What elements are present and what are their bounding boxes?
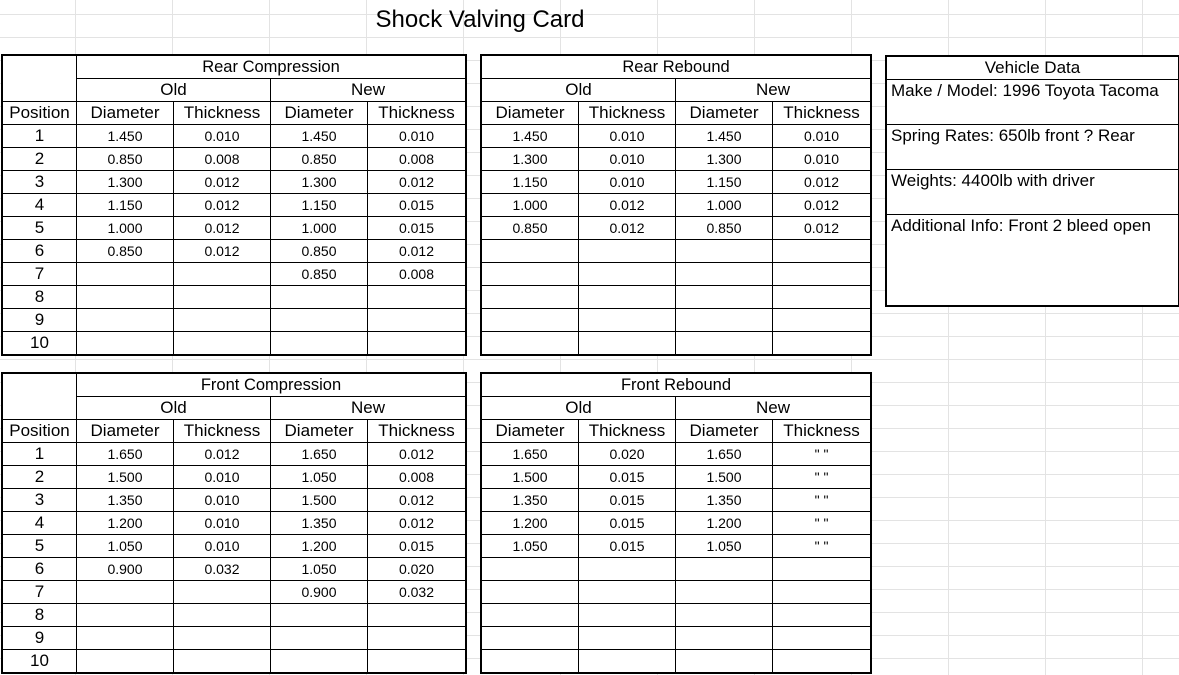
page-title: Shock Valving Card xyxy=(375,6,585,33)
old-thickness-cell: 0.020 xyxy=(579,443,676,466)
new-diameter-cell: 1.450 xyxy=(676,125,773,148)
new-diameter-header: Diameter xyxy=(271,102,368,125)
new-diameter-cell xyxy=(676,581,773,604)
table-row xyxy=(482,263,871,286)
new-thickness-cell: 0.008 xyxy=(368,148,466,171)
new-diameter-cell xyxy=(676,627,773,650)
old-thickness-cell xyxy=(174,650,271,673)
new-thickness-cell: 0.012 xyxy=(368,171,466,194)
old-thickness-cell: 0.015 xyxy=(579,466,676,489)
table-row xyxy=(482,443,871,466)
old-thickness-header: Thickness xyxy=(579,420,676,443)
old-thickness-cell xyxy=(579,309,676,332)
blank-cell xyxy=(3,397,77,420)
new-diameter-cell: 1.200 xyxy=(271,535,368,558)
vehicle-data-panel xyxy=(885,55,1179,307)
table-title: Rear Rebound xyxy=(482,56,871,79)
new-header: New xyxy=(271,397,466,420)
new-diameter-header: Diameter xyxy=(271,420,368,443)
new-thickness-cell: 0.008 xyxy=(368,263,466,286)
old-diameter-cell: 1.150 xyxy=(77,194,174,217)
new-thickness-header: Thickness xyxy=(773,420,871,443)
vehicle-additional-info: Additional Info: Front 2 bleed open xyxy=(891,216,1151,235)
old-thickness-cell xyxy=(174,581,271,604)
new-header: New xyxy=(676,397,871,420)
new-thickness-cell: 0.015 xyxy=(368,217,466,240)
table-row xyxy=(482,558,871,581)
new-diameter-cell xyxy=(676,604,773,627)
old-thickness-cell xyxy=(174,263,271,286)
old-thickness-cell xyxy=(579,332,676,355)
old-thickness-cell: 0.012 xyxy=(174,443,271,466)
new-diameter-cell xyxy=(676,286,773,309)
old-header: Old xyxy=(77,397,271,420)
old-thickness-cell: 0.015 xyxy=(579,512,676,535)
table-row xyxy=(3,604,466,627)
old-diameter-cell xyxy=(77,604,174,627)
table-title: Rear Compression xyxy=(77,56,466,79)
new-diameter-cell: 1.050 xyxy=(271,558,368,581)
old-diameter-cell: 1.650 xyxy=(482,443,579,466)
table-row xyxy=(482,309,871,332)
new-thickness-cell xyxy=(368,604,466,627)
new-thickness-cell xyxy=(773,332,871,355)
table-row xyxy=(3,217,466,240)
new-diameter-cell xyxy=(676,263,773,286)
old-thickness-cell: 0.010 xyxy=(174,466,271,489)
old-diameter-cell: 1.050 xyxy=(482,535,579,558)
new-header: New xyxy=(271,79,466,102)
vehicle-spring-rates: Spring Rates: 650lb front ? Rear xyxy=(887,125,1178,170)
new-diameter-header: Diameter xyxy=(676,420,773,443)
old-thickness-cell: 0.012 xyxy=(174,171,271,194)
new-diameter-cell: 1.500 xyxy=(271,489,368,512)
table-row xyxy=(482,332,871,355)
old-thickness-cell: 0.010 xyxy=(174,535,271,558)
old-diameter-cell xyxy=(77,627,174,650)
table-title: Front Compression xyxy=(77,374,466,397)
old-header: Old xyxy=(482,79,676,102)
old-diameter-cell xyxy=(482,627,579,650)
table-row xyxy=(482,171,871,194)
new-diameter-cell: 1.450 xyxy=(271,125,368,148)
table-row xyxy=(482,194,871,217)
old-diameter-cell xyxy=(482,604,579,627)
old-diameter-cell: 1.500 xyxy=(482,466,579,489)
old-thickness-cell xyxy=(579,286,676,309)
table-row xyxy=(3,512,466,535)
new-thickness-cell xyxy=(773,309,871,332)
old-thickness-cell: 0.010 xyxy=(579,148,676,171)
table-row xyxy=(3,332,466,355)
new-diameter-cell xyxy=(676,309,773,332)
new-diameter-cell: 1.300 xyxy=(271,171,368,194)
new-thickness-cell: 0.012 xyxy=(368,240,466,263)
vehicle-weights: Weights: 4400lb with driver xyxy=(887,170,1178,215)
position-number: 6 xyxy=(3,240,77,263)
new-diameter-cell: 1.200 xyxy=(676,512,773,535)
new-thickness-cell: " " xyxy=(773,489,871,512)
new-thickness-cell: 0.010 xyxy=(368,125,466,148)
table-row xyxy=(3,650,466,673)
old-diameter-cell xyxy=(482,332,579,355)
new-diameter-cell xyxy=(271,604,368,627)
table-row xyxy=(3,263,466,286)
new-thickness-cell: " " xyxy=(773,535,871,558)
new-diameter-cell: 1.350 xyxy=(676,489,773,512)
new-thickness-header: Thickness xyxy=(368,420,466,443)
old-thickness-header: Thickness xyxy=(174,420,271,443)
old-diameter-cell: 1.650 xyxy=(77,443,174,466)
new-thickness-cell xyxy=(773,650,871,673)
new-thickness-cell: 0.015 xyxy=(368,194,466,217)
new-diameter-cell: 1.150 xyxy=(271,194,368,217)
table-row xyxy=(482,489,871,512)
vehicle-data-title: Vehicle Data xyxy=(887,57,1178,80)
new-diameter-cell xyxy=(271,650,368,673)
old-diameter-cell: 1.200 xyxy=(77,512,174,535)
old-diameter-cell: 1.350 xyxy=(77,489,174,512)
position-number: 7 xyxy=(3,581,77,604)
new-diameter-cell: 1.650 xyxy=(271,443,368,466)
old-thickness-cell: 0.032 xyxy=(174,558,271,581)
position-number: 7 xyxy=(3,263,77,286)
new-thickness-cell xyxy=(773,286,871,309)
new-diameter-cell: 1.000 xyxy=(676,194,773,217)
old-thickness-cell: 0.012 xyxy=(174,217,271,240)
old-thickness-cell: 0.012 xyxy=(579,217,676,240)
old-diameter-cell xyxy=(482,650,579,673)
new-thickness-cell: 0.020 xyxy=(368,558,466,581)
new-diameter-cell xyxy=(676,558,773,581)
new-thickness-cell xyxy=(773,263,871,286)
table-row xyxy=(482,535,871,558)
table-row xyxy=(3,240,466,263)
old-diameter-cell: 1.500 xyxy=(77,466,174,489)
position-number: 2 xyxy=(3,466,77,489)
old-diameter-cell xyxy=(482,309,579,332)
new-thickness-cell: 0.012 xyxy=(368,443,466,466)
table-title: Front Rebound xyxy=(482,374,871,397)
old-thickness-cell xyxy=(579,240,676,263)
table-row xyxy=(482,604,871,627)
position-number: 8 xyxy=(3,604,77,627)
rear-compression-table xyxy=(2,55,466,355)
table-row xyxy=(482,650,871,673)
old-thickness-header: Thickness xyxy=(579,102,676,125)
old-thickness-cell xyxy=(174,309,271,332)
table-row xyxy=(3,148,466,171)
old-diameter-cell xyxy=(77,309,174,332)
position-number: 9 xyxy=(3,309,77,332)
table-row xyxy=(3,581,466,604)
new-thickness-cell: 0.015 xyxy=(368,535,466,558)
new-thickness-header: Thickness xyxy=(368,102,466,125)
blank-cell xyxy=(3,79,77,102)
old-diameter-cell: 0.850 xyxy=(482,217,579,240)
table-row xyxy=(482,512,871,535)
table-row xyxy=(3,194,466,217)
old-diameter-cell: 1.300 xyxy=(77,171,174,194)
new-thickness-cell xyxy=(773,627,871,650)
position-number: 3 xyxy=(3,489,77,512)
old-diameter-header: Diameter xyxy=(482,420,579,443)
old-header: Old xyxy=(482,397,676,420)
new-diameter-header: Diameter xyxy=(676,102,773,125)
table-row xyxy=(482,217,871,240)
new-thickness-cell xyxy=(773,604,871,627)
new-thickness-cell xyxy=(773,581,871,604)
new-thickness-cell: 0.008 xyxy=(368,466,466,489)
old-thickness-cell: 0.015 xyxy=(579,535,676,558)
position-number: 2 xyxy=(3,148,77,171)
new-thickness-cell: 0.012 xyxy=(368,489,466,512)
new-thickness-cell xyxy=(368,650,466,673)
table-row xyxy=(3,443,466,466)
table-row xyxy=(3,558,466,581)
old-diameter-header: Diameter xyxy=(77,102,174,125)
table-row xyxy=(3,286,466,309)
new-diameter-cell: 1.050 xyxy=(676,535,773,558)
front-rebound-table xyxy=(481,373,871,673)
new-header: New xyxy=(676,79,871,102)
new-diameter-cell: 1.050 xyxy=(271,466,368,489)
position-number: 3 xyxy=(3,171,77,194)
rear-rebound-table xyxy=(481,55,871,355)
new-thickness-cell: " " xyxy=(773,443,871,466)
old-diameter-cell: 1.450 xyxy=(482,125,579,148)
position-number: 10 xyxy=(3,650,77,673)
old-thickness-cell: 0.012 xyxy=(579,194,676,217)
old-diameter-cell: 1.150 xyxy=(482,171,579,194)
new-thickness-cell xyxy=(368,286,466,309)
new-diameter-cell: 1.500 xyxy=(676,466,773,489)
new-diameter-cell xyxy=(676,650,773,673)
position-header: Position xyxy=(3,102,77,125)
table-row xyxy=(3,535,466,558)
old-diameter-cell: 1.200 xyxy=(482,512,579,535)
new-thickness-header: Thickness xyxy=(773,102,871,125)
position-number: 4 xyxy=(3,194,77,217)
new-diameter-cell: 1.300 xyxy=(676,148,773,171)
old-thickness-cell: 0.010 xyxy=(174,489,271,512)
position-header: Position xyxy=(3,420,77,443)
new-diameter-cell xyxy=(271,309,368,332)
old-thickness-cell xyxy=(579,650,676,673)
position-number: 1 xyxy=(3,125,77,148)
new-thickness-cell: 0.010 xyxy=(773,148,871,171)
old-thickness-cell: 0.010 xyxy=(579,125,676,148)
table-row xyxy=(482,125,871,148)
position-number: 6 xyxy=(3,558,77,581)
old-thickness-cell xyxy=(579,604,676,627)
new-diameter-cell: 1.150 xyxy=(676,171,773,194)
old-diameter-cell xyxy=(77,263,174,286)
old-thickness-cell xyxy=(579,263,676,286)
table-row xyxy=(3,125,466,148)
old-diameter-cell: 1.000 xyxy=(482,194,579,217)
new-diameter-cell xyxy=(271,286,368,309)
old-diameter-cell: 0.850 xyxy=(77,148,174,171)
old-diameter-header: Diameter xyxy=(77,420,174,443)
old-thickness-header: Thickness xyxy=(174,102,271,125)
old-diameter-cell xyxy=(482,240,579,263)
new-diameter-cell: 0.900 xyxy=(271,581,368,604)
old-thickness-cell xyxy=(174,332,271,355)
position-number: 5 xyxy=(3,217,77,240)
new-thickness-cell xyxy=(773,558,871,581)
old-thickness-cell: 0.010 xyxy=(174,512,271,535)
old-diameter-cell: 0.850 xyxy=(77,240,174,263)
new-diameter-cell: 1.650 xyxy=(676,443,773,466)
table-row xyxy=(3,309,466,332)
position-number: 5 xyxy=(3,535,77,558)
front-compression-table xyxy=(2,373,466,673)
table-row xyxy=(3,171,466,194)
new-thickness-cell xyxy=(773,240,871,263)
old-diameter-cell: 1.300 xyxy=(482,148,579,171)
old-diameter-cell xyxy=(77,286,174,309)
new-thickness-cell xyxy=(368,627,466,650)
table-row xyxy=(3,489,466,512)
new-thickness-cell: 0.032 xyxy=(368,581,466,604)
old-thickness-cell xyxy=(174,286,271,309)
old-thickness-cell: 0.010 xyxy=(174,125,271,148)
old-diameter-header: Diameter xyxy=(482,102,579,125)
position-number: 4 xyxy=(3,512,77,535)
table-row xyxy=(3,466,466,489)
table-row xyxy=(482,627,871,650)
table-row xyxy=(482,581,871,604)
old-diameter-cell: 1.000 xyxy=(77,217,174,240)
blank-cell xyxy=(3,56,77,79)
new-thickness-cell: 0.012 xyxy=(368,512,466,535)
new-diameter-cell: 0.850 xyxy=(271,240,368,263)
new-diameter-cell xyxy=(676,240,773,263)
old-diameter-cell xyxy=(482,286,579,309)
old-thickness-cell xyxy=(579,558,676,581)
table-row xyxy=(482,240,871,263)
old-thickness-cell: 0.012 xyxy=(174,194,271,217)
old-diameter-cell xyxy=(482,263,579,286)
old-diameter-cell xyxy=(77,581,174,604)
old-diameter-cell xyxy=(482,581,579,604)
old-thickness-cell: 0.010 xyxy=(579,171,676,194)
new-thickness-cell: " " xyxy=(773,512,871,535)
new-diameter-cell xyxy=(271,332,368,355)
position-number: 8 xyxy=(3,286,77,309)
old-diameter-cell: 1.050 xyxy=(77,535,174,558)
new-thickness-cell: 0.012 xyxy=(773,171,871,194)
new-thickness-cell: 0.012 xyxy=(773,217,871,240)
table-row xyxy=(482,148,871,171)
table-row xyxy=(3,627,466,650)
old-diameter-cell: 1.350 xyxy=(482,489,579,512)
new-diameter-cell: 0.850 xyxy=(271,148,368,171)
blank-cell xyxy=(3,374,77,397)
new-thickness-cell xyxy=(368,332,466,355)
table-row xyxy=(482,466,871,489)
old-thickness-cell: 0.012 xyxy=(174,240,271,263)
vehicle-make-model: Make / Model: 1996 Toyota Tacoma xyxy=(887,80,1178,125)
new-diameter-cell xyxy=(271,627,368,650)
position-number: 10 xyxy=(3,332,77,355)
old-thickness-cell: 0.008 xyxy=(174,148,271,171)
old-thickness-cell xyxy=(579,581,676,604)
position-number: 9 xyxy=(3,627,77,650)
new-thickness-cell xyxy=(368,309,466,332)
new-diameter-cell: 0.850 xyxy=(271,263,368,286)
table-row xyxy=(482,286,871,309)
new-thickness-cell: 0.012 xyxy=(773,194,871,217)
old-thickness-cell xyxy=(174,627,271,650)
old-header: Old xyxy=(77,79,271,102)
new-diameter-cell xyxy=(676,332,773,355)
new-thickness-cell: " " xyxy=(773,466,871,489)
position-number: 1 xyxy=(3,443,77,466)
new-diameter-cell: 1.000 xyxy=(271,217,368,240)
old-diameter-cell: 1.450 xyxy=(77,125,174,148)
old-diameter-cell: 0.900 xyxy=(77,558,174,581)
old-thickness-cell xyxy=(579,627,676,650)
old-diameter-cell xyxy=(482,558,579,581)
old-diameter-cell xyxy=(77,332,174,355)
new-diameter-cell: 0.850 xyxy=(676,217,773,240)
new-thickness-cell: 0.010 xyxy=(773,125,871,148)
old-thickness-cell xyxy=(174,604,271,627)
old-thickness-cell: 0.015 xyxy=(579,489,676,512)
new-diameter-cell: 1.350 xyxy=(271,512,368,535)
old-diameter-cell xyxy=(77,650,174,673)
